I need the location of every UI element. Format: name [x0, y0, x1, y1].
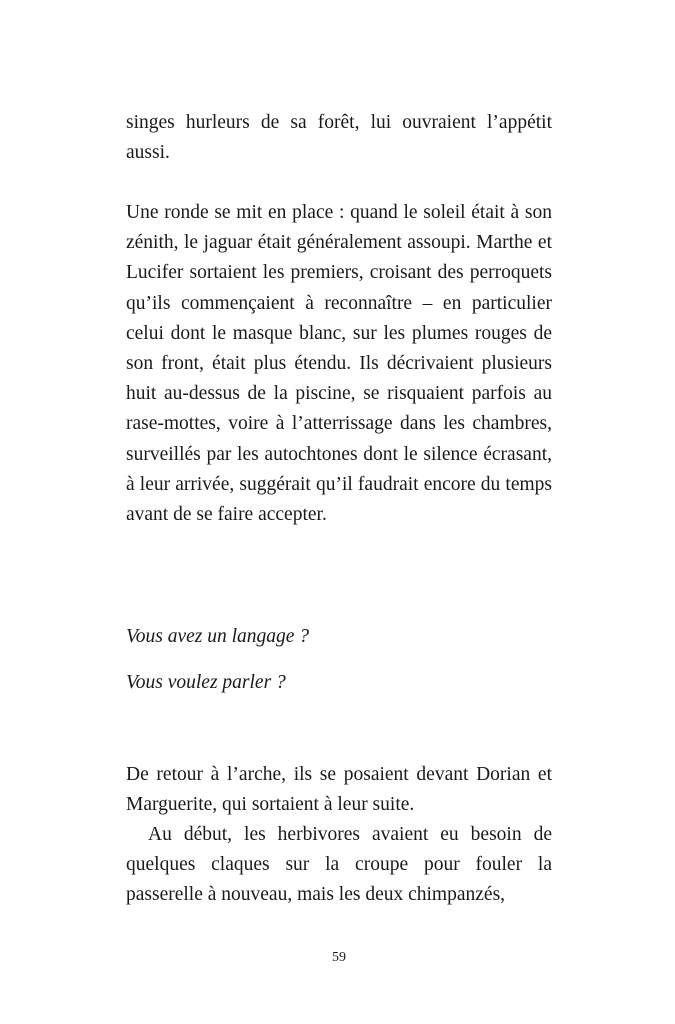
book-page	[126, 0, 552, 1024]
italic-question-langage: Vous avez un langage ?	[126, 626, 310, 647]
paragraph-au-debut: Au début, les herbivores avaient eu besoin de quelques claques sur la croupe pour fouler la passerelle à nouveau, mais les deux chimpanzés,	[126, 824, 552, 906]
paragraph-ronde: Une ronde se mit en place : quand le soleil était à son zénith, le jaguar était généralement assoupi. Marthe et Lucifer sortaient les premiers, croisant des perroquets qu’ils commençaient à reconnaître – en particulier celui dont le masque blanc, sur les plumes rouges de son front, était plus étendu. Ils décrivaient plusieurs huit au-dessus de la piscine, se risquaient parfois au rase-mottes, voire à l’atterrissage dans les chambres, surveillés par les autochtones dont le silence écrasant, à leur arrivée, suggérait qu’il faudrait encore du temps avant de se faire accepter.	[126, 202, 552, 526]
page-number: 59	[332, 950, 346, 965]
paragraph-continuation: singes hurleurs de sa forêt, lui ouvraient l’appétit aussi.	[126, 112, 552, 164]
paragraph-retour-arche: De retour à l’arche, ils se posaient devant Dorian et Marguerite, qui sortaient à leur suite.	[126, 764, 552, 816]
italic-question-parler: Vous voulez parler ?	[126, 672, 286, 693]
